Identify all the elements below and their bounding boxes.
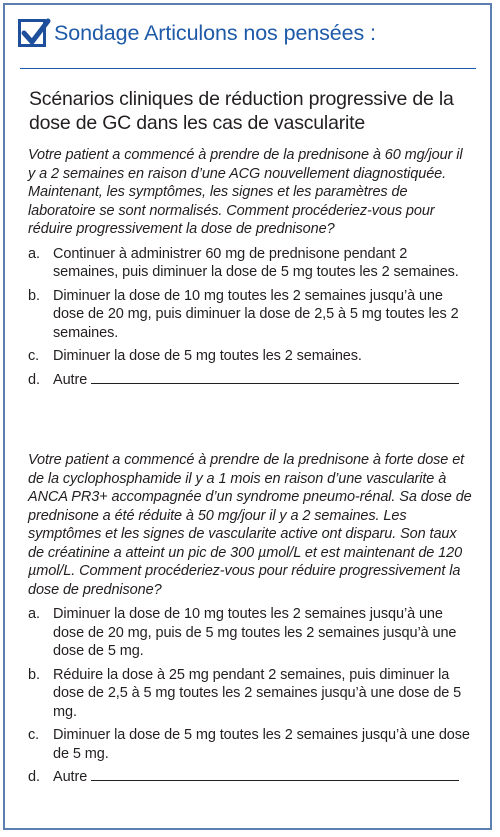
checkmark-glyph [18,16,52,50]
option-letter: d. [28,371,40,388]
question-2-scenario: Votre patient a commencé à prendre de la prednisone à forte dose et de la cyclophosphamide il y a 1 mois en raison d’une vascularite à ANCA PR3+ accompagnée d’un syndrome pneumo-rénal. Sa dose de prednisone a été réduite à 50 mg/jour il y a 2 semaines. Les symptômes et les signes de vascularite active ont disparu. Son taux de créatinine a atteint un pic de 300 µmol/L et est maintenant de 120 µmol/L. Comment procéderiez-vous pour réduire progressivement la dose de prednisone? [28,452,472,598]
question-2-option-b[interactable] [28,666,473,722]
option-letter: b. [28,287,40,304]
checkmark-in-box-icon [18,19,46,47]
other-answer-line[interactable] [91,780,459,781]
option-letter: b. [28,666,40,683]
question-1-option-a[interactable] [28,245,473,282]
survey-header-title: Sondage Articulons nos pensées : [54,20,376,45]
option-letter: c. [28,727,40,743]
option-text: Autre [53,769,88,785]
question-1-option-c[interactable] [28,347,473,366]
question-1-option-b[interactable] [28,287,473,343]
option-text: Continuer à administrer 60 mg de prednisone pendant 2 semaines, puis diminuer la dose de 5 mg toutes les 2 semaines. [53,245,459,280]
option-text: Diminuer la dose de 10 mg toutes les 2 semaines jusqu’à une dose de 20 mg, puis de 5 mg toutes les 2 semaines jusqu’à une dose de 5 mg. [53,606,457,659]
survey-header [18,13,376,53]
question-1-scenario: Votre patient a commencé à prendre de la prednisone à 60 mg/jour il y a 2 semaines en raison d’une ACG nouvellement diagnostiquée. Maintenant, les symptômes, les signes et les paramètres de laboratoire se sont normalisés. Comment procéderiez-vous pour réduire progressivement la dose de prednisone? [28,147,463,237]
option-letter: d. [28,769,40,785]
option-letter: a. [28,245,40,262]
other-answer-line[interactable] [91,383,459,384]
question-2-option-a[interactable] [28,605,473,661]
question-2 [28,451,473,792]
option-letter: c. [28,348,40,364]
question-2-option-d[interactable] [28,768,473,787]
header-divider [20,68,476,69]
option-text: Diminuer la dose de 5 mg toutes les 2 semaines jusqu’à une dose de 5 mg. [53,727,470,762]
option-text: Autre [53,371,88,388]
page-title: Scénarios cliniques de réduction progressive de la dose de GC dans les cas de vascularite [29,88,454,134]
option-text: Diminuer la dose de 10 mg toutes les 2 semaines jusqu’à une dose de 20 mg, puis diminuer la dose de 2,5 à 5 mg toutes les 2 semaines. [53,287,459,341]
option-letter: a. [28,606,40,622]
option-text: Diminuer la dose de 5 mg toutes les 2 semaines. [53,348,362,364]
survey-card [3,3,492,830]
option-text: Réduire la dose à 25 mg pendant 2 semaines, puis diminuer la dose de 2,5 à 5 mg toutes les 2 semaines jusqu’à une dose de 5 mg. [53,666,462,720]
question-2-option-c[interactable] [28,726,473,763]
question-1-option-d[interactable] [28,371,473,390]
question-1 [28,146,473,394]
question-1-options [28,245,473,390]
question-2-options [28,605,473,787]
